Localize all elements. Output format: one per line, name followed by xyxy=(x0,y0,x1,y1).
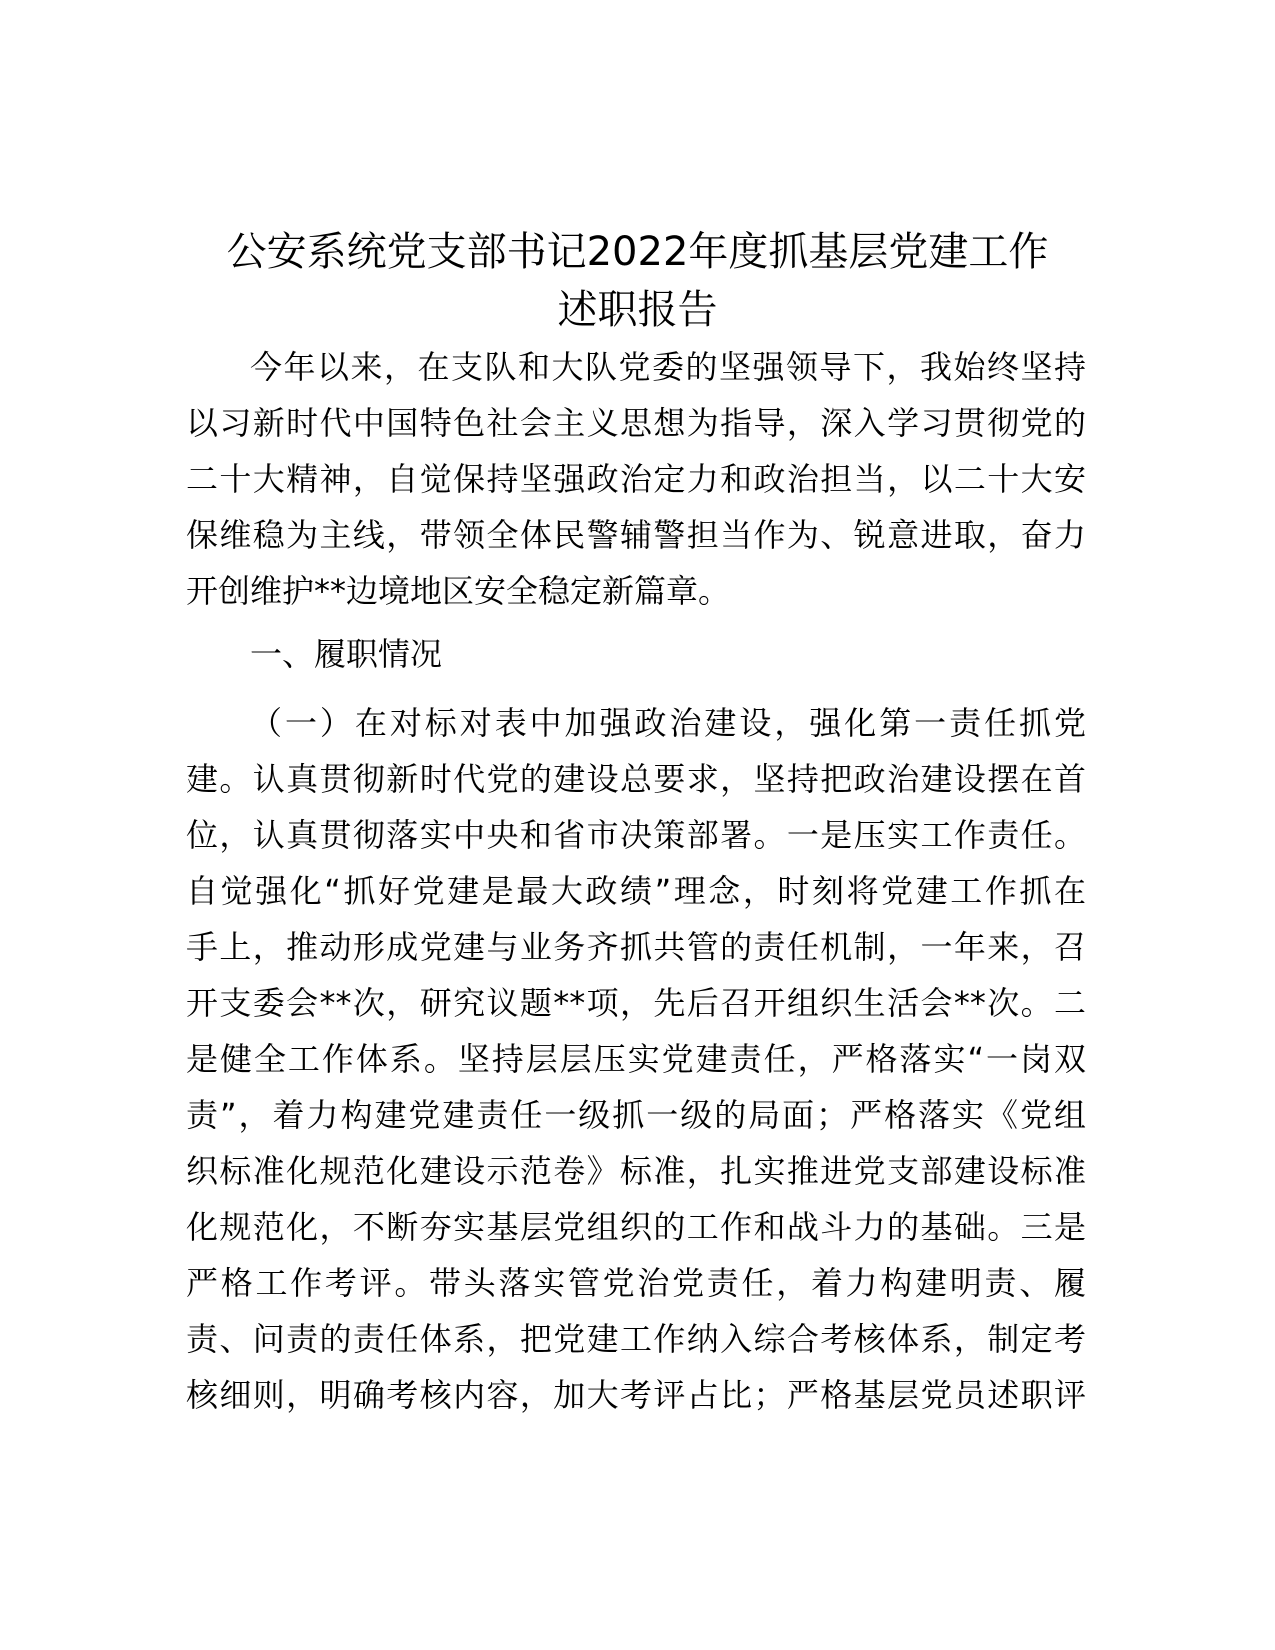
paragraph-line: 开支委会**次，研究议题**项，先后召开组织生活会**次。二 xyxy=(186,984,1086,1022)
paragraph-line: 责、问责的责任体系，把党建工作纳入综合考核体系，制定考 xyxy=(186,1320,1086,1358)
section-heading: 一、履职情况 xyxy=(250,635,443,673)
paragraph-line: 责”，着力构建党建责任一级抓一级的局面；严格落实《党组 xyxy=(186,1096,1086,1134)
paragraph-line: 今年以来，在支队和大队党委的坚强领导下，我始终坚持 xyxy=(250,348,1086,386)
paragraph-line: 化规范化，不断夯实基层党组织的工作和战斗力的基础。三是 xyxy=(186,1208,1086,1246)
paragraph-line: 位，认真贯彻落实中央和省市决策部署。一是压实工作责任。 xyxy=(186,816,1086,854)
paragraph-line: 自觉强化“抓好党建是最大政绩”理念，时刻将党建工作抓在 xyxy=(186,872,1086,910)
paragraph-line: 开创维护**边境地区安全稳定新篇章。 xyxy=(186,572,731,610)
paragraph-line: 是健全工作体系。坚持层层压实党建责任，严格落实“一岗双 xyxy=(186,1040,1086,1078)
paragraph-line: 建。认真贯彻新时代党的建设总要求，坚持把政治建设摆在首 xyxy=(186,760,1086,798)
paragraph-line: 手上，推动形成党建与业务齐抓共管的责任机制，一年来，召 xyxy=(186,928,1086,966)
paragraph-line: 二十大精神，自觉保持坚强政治定力和政治担当，以二十大安 xyxy=(186,460,1086,498)
paragraph-line: 保维稳为主线，带领全体民警辅警担当作为、锐意进取，奋力 xyxy=(186,516,1086,554)
paragraph-line: （一）在对标对表中加强政治建设，强化第一责任抓党 xyxy=(250,704,1086,742)
paragraph-line: 织标准化规范化建设示范卷》标准，扎实推进党支部建设标准 xyxy=(186,1152,1086,1190)
paragraph-line: 严格工作考评。带头落实管党治党责任，着力构建明责、履 xyxy=(186,1264,1086,1302)
document-title-line-2: 述职报告 xyxy=(557,287,718,333)
paragraph-line: 核细则，明确考核内容，加大考评占比；严格基层党员述职评 xyxy=(186,1376,1086,1414)
document-title-line-1: 公安系统党支部书记2022年度抓基层党建工作 xyxy=(226,229,1049,275)
paragraph-line: 以习新时代中国特色社会主义思想为指导，深入学习贯彻党的 xyxy=(186,404,1086,442)
